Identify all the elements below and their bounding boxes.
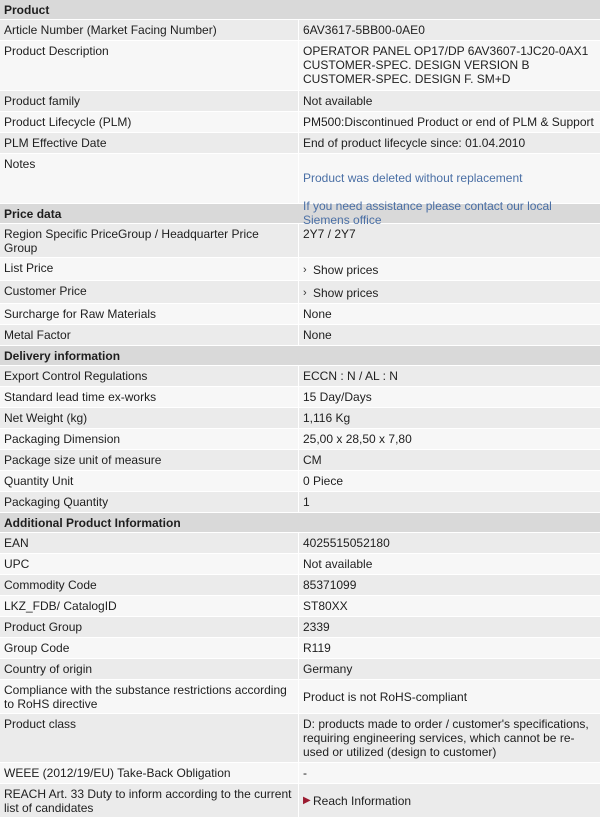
section-header-delivery: Delivery information <box>0 346 600 366</box>
row-packaging-quantity <box>0 492 600 513</box>
value-notes <box>299 154 600 227</box>
row-packaging-dimension <box>0 429 600 450</box>
label-packaging-dimension: Packaging Dimension <box>0 429 299 449</box>
label-list-price: List Price <box>0 258 299 280</box>
label-plm-date: PLM Effective Date <box>0 133 299 153</box>
label-region-price-group: Region Specific PriceGroup / Headquarter Price Group <box>0 224 299 257</box>
value-reach[interactable] <box>299 784 600 817</box>
row-ean <box>0 533 600 554</box>
label-notes: Notes <box>0 154 299 203</box>
label-product-class: Product class <box>0 714 299 762</box>
chevron-right-icon: › <box>303 286 307 299</box>
label-product-description: Product Description <box>0 41 299 90</box>
value-article-number: 6AV3617-5BB00-0AE0 <box>303 23 425 37</box>
reach-information-link[interactable]: Reach Information <box>313 794 412 808</box>
label-net-weight: Net Weight (kg) <box>0 408 299 428</box>
row-metal-factor <box>0 325 600 346</box>
value-packaging-dimension: 25,00 x 28,50 x 7,80 <box>303 432 412 446</box>
row-customer-price <box>0 281 600 304</box>
row-surcharge <box>0 304 600 325</box>
link-contact-siemens-office[interactable]: If you need assistance please contact our local Siemens office <box>303 199 552 227</box>
row-rohs <box>0 680 600 714</box>
value-country-of-origin: Germany <box>303 662 353 676</box>
label-ean: EAN <box>0 533 299 553</box>
row-product-lifecycle <box>0 112 600 133</box>
value-region-price-group: 2Y7 / 2Y7 <box>303 227 356 241</box>
label-quantity-unit: Quantity Unit <box>0 471 299 491</box>
label-metal-factor: Metal Factor <box>0 325 299 345</box>
label-product-lifecycle: Product Lifecycle (PLM) <box>0 112 299 132</box>
label-package-size-unit: Package size unit of measure <box>0 450 299 470</box>
row-net-weight <box>0 408 600 429</box>
value-product-group: 2339 <box>303 620 330 634</box>
label-commodity-code: Commodity Code <box>0 575 299 595</box>
value-plm-date: End of product lifecycle since: 01.04.2010 <box>303 136 526 150</box>
row-upc <box>0 554 600 575</box>
value-upc: Not available <box>303 557 373 571</box>
label-catalog-id: LKZ_FDB/ CatalogID <box>0 596 299 616</box>
row-commodity-code <box>0 575 600 596</box>
value-package-size-unit: CM <box>303 453 322 467</box>
row-export-control <box>0 366 600 387</box>
show-prices-link[interactable]: Show prices <box>313 262 379 277</box>
value-customer-price[interactable] <box>299 281 600 303</box>
value-surcharge: None <box>303 307 332 321</box>
value-ean: 4025515052180 <box>303 536 390 550</box>
value-weee: - <box>303 766 307 780</box>
triangle-right-icon: ▶ <box>303 795 311 806</box>
label-packaging-quantity: Packaging Quantity <box>0 492 299 512</box>
value-product-description: OPERATOR PANEL OP17/DP 6AV3607-1JC20-0AX1 CUSTOMER-SPEC. DESIGN VERSION B CUSTOMER-SPEC. DESIGN F. SM+D <box>303 44 589 86</box>
row-country-of-origin <box>0 659 600 680</box>
row-product-group <box>0 617 600 638</box>
row-weee <box>0 763 600 784</box>
label-weee: WEEE (2012/19/EU) Take-Back Obligation <box>0 763 299 783</box>
value-quantity-unit: 0 Piece <box>303 474 344 488</box>
label-product-family: Product family <box>0 91 299 111</box>
label-upc: UPC <box>0 554 299 574</box>
row-product-family <box>0 91 600 112</box>
value-list-price[interactable] <box>299 258 600 280</box>
show-prices-link[interactable]: Show prices <box>313 285 379 300</box>
row-package-size-unit <box>0 450 600 471</box>
value-rohs: Product is not RoHS-compliant <box>303 690 468 704</box>
row-catalog-id <box>0 596 600 617</box>
value-product-class: D: products made to order / customer's specifications, requiring engineering services, which cannot be re-used or utilized (design to customer) <box>303 717 589 759</box>
row-lead-time <box>0 387 600 408</box>
section-header-product: Product <box>0 0 600 20</box>
value-packaging-quantity: 1 <box>303 495 310 509</box>
row-plm-date <box>0 133 600 154</box>
label-surcharge: Surcharge for Raw Materials <box>0 304 299 324</box>
value-lead-time: 15 Day/Days <box>303 390 372 404</box>
value-group-code: R119 <box>303 641 331 655</box>
value-commodity-code: 85371099 <box>303 578 357 592</box>
row-product-class <box>0 714 600 763</box>
value-metal-factor: None <box>303 328 332 342</box>
label-group-code: Group Code <box>0 638 299 658</box>
label-product-group: Product Group <box>0 617 299 637</box>
label-rohs: Compliance with the substance restrictions according to RoHS directive <box>0 680 299 713</box>
row-product-description <box>0 41 600 91</box>
label-article-number: Article Number (Market Facing Number) <box>0 20 299 40</box>
row-group-code <box>0 638 600 659</box>
link-product-deleted[interactable]: Product was deleted without replacement <box>303 171 523 185</box>
row-reach <box>0 784 600 818</box>
row-quantity-unit <box>0 471 600 492</box>
value-product-lifecycle: PM500:Discontinued Product or end of PLM & Support <box>303 115 594 129</box>
label-export-control: Export Control Regulations <box>0 366 299 386</box>
label-customer-price: Customer Price <box>0 281 299 303</box>
value-net-weight: 1,116 Kg <box>303 411 351 425</box>
row-region-price-group <box>0 224 600 258</box>
chevron-right-icon: › <box>303 263 307 276</box>
label-lead-time: Standard lead time ex-works <box>0 387 299 407</box>
section-header-price: Price data <box>0 204 600 224</box>
label-country-of-origin: Country of origin <box>0 659 299 679</box>
value-product-family: Not available <box>303 94 373 108</box>
section-header-additional: Additional Product Information <box>0 513 600 533</box>
label-reach: REACH Art. 33 Duty to inform according to the current list of candidates <box>0 784 299 817</box>
row-list-price <box>0 258 600 281</box>
value-catalog-id: ST80XX <box>303 599 348 613</box>
row-article-number <box>0 20 600 41</box>
value-export-control: ECCN : N / AL : N <box>303 369 398 383</box>
